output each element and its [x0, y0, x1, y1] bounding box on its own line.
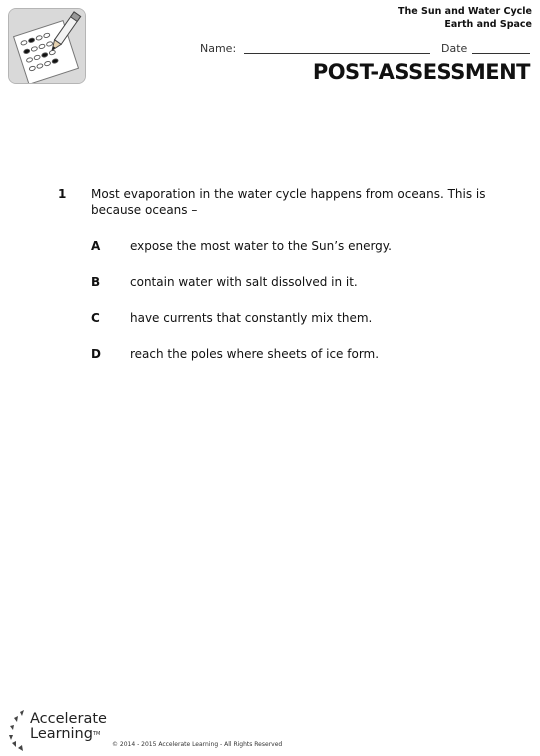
- trademark: TM: [92, 731, 101, 737]
- topic-heading: [398, 5, 532, 31]
- option-text: expose the most water to the Sun’s energy.: [130, 239, 392, 253]
- answer-sheet-pencil-icon: [9, 9, 85, 83]
- option-letter: A: [91, 239, 101, 253]
- question-text: Most evaporation in the water cycle happens from oceans. This is because oceans –: [91, 187, 486, 217]
- topic-title: The Sun and Water Cycle: [398, 6, 532, 17]
- option-text: contain water with salt dissolved in it.: [130, 275, 358, 289]
- option-text: have currents that constantly mix them.: [130, 311, 373, 325]
- brand-line-2: [30, 727, 107, 742]
- option-letter: B: [91, 275, 101, 289]
- option-letter: D: [91, 347, 101, 361]
- page-title: POST-ASSESSMENT: [312, 60, 530, 84]
- option-text: reach the poles where sheets of ice form.: [130, 347, 380, 361]
- topic-subject: Earth and Space: [444, 19, 532, 30]
- date-label: Date: [441, 42, 468, 55]
- answer-sheet-logo: [8, 8, 86, 84]
- brand-name: [30, 712, 107, 742]
- name-label: Name:: [200, 42, 237, 55]
- brand-line-1: Accelerate: [30, 711, 107, 727]
- brand-line-2-text: Learning: [30, 726, 93, 742]
- option-letter: C: [91, 311, 100, 325]
- question-number: 1: [58, 187, 67, 201]
- name-field[interactable]: [244, 53, 430, 54]
- name-date-row: [200, 42, 530, 58]
- copyright-notice: © 2014 - 2015 Accelerate Learning - All Rights Reserved: [112, 741, 283, 748]
- date-field[interactable]: [472, 53, 530, 54]
